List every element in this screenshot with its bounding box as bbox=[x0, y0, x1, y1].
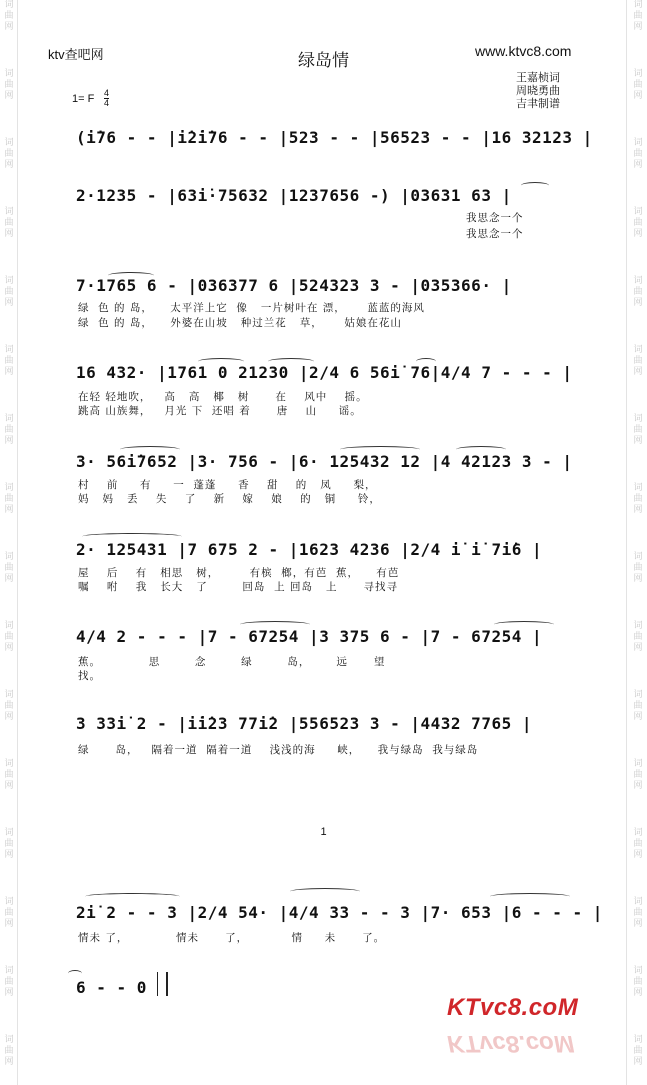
lyric-line-7a: 蕉。 思 念 绿 岛， 远 望 bbox=[78, 656, 386, 668]
watermark-text: 词 曲 网 bbox=[633, 414, 643, 446]
watermark-text: 词 曲 网 bbox=[633, 828, 643, 860]
watermark-text: 词 曲 网 bbox=[4, 897, 14, 929]
watermark-text: 词 曲 网 bbox=[4, 276, 14, 308]
slur bbox=[416, 358, 436, 365]
slur bbox=[82, 533, 182, 540]
time-signature: 4 4 bbox=[104, 88, 110, 108]
watermark-text: 词 曲 网 bbox=[633, 0, 643, 32]
lyricist: 王嘉桢词 bbox=[516, 71, 560, 84]
slur bbox=[120, 446, 180, 453]
lyric-line-2a: 我思念一个 bbox=[466, 212, 524, 224]
notation-line-6: 2· 125431 |7 675 2 - |1623 4236 |2/4 i̇ i̇ 7i̇6 | bbox=[76, 540, 543, 559]
slur bbox=[290, 888, 360, 895]
watermark-text: 词 曲 网 bbox=[4, 69, 14, 101]
site-url: www.ktvc8.com bbox=[475, 43, 572, 59]
watermark-text: 词 曲 网 bbox=[4, 138, 14, 170]
watermark-text: 词 曲 网 bbox=[4, 345, 14, 377]
watermark-text: 词 曲 网 bbox=[4, 414, 14, 446]
lyric-line-7b: 找。 bbox=[78, 670, 101, 682]
slur bbox=[521, 182, 549, 189]
notation-line-3: 7·1765 6 - |036377 6 |524323 3 - |035366· | bbox=[76, 276, 512, 295]
watermark-text: 词 曲 网 bbox=[4, 690, 14, 722]
lyric-line-9a: 情未 了， 情未 了， 情 未 了。 bbox=[78, 932, 386, 944]
watermark-text: 词 曲 网 bbox=[633, 138, 643, 170]
watermark-text: 词 曲 网 bbox=[4, 1035, 14, 1067]
notation-line-10: 6 - - 0 bbox=[76, 978, 147, 997]
watermark-text: 词 曲 网 bbox=[4, 966, 14, 998]
ktvc8-logo-reflection: KTvc8.coM bbox=[447, 1030, 574, 1057]
watermark-text: 词 曲 网 bbox=[633, 759, 643, 791]
page-number: 1 bbox=[320, 826, 327, 838]
border-line-right bbox=[626, 0, 627, 1085]
slur bbox=[68, 970, 82, 977]
border-line-left bbox=[17, 0, 18, 1085]
slur bbox=[198, 358, 244, 365]
watermark-text: 词 曲 网 bbox=[633, 276, 643, 308]
watermark-text: 词 曲 网 bbox=[4, 759, 14, 791]
slur bbox=[268, 358, 314, 365]
slur bbox=[494, 621, 554, 628]
watermark-text: 词 曲 网 bbox=[633, 1035, 643, 1067]
slur bbox=[490, 893, 570, 900]
slur bbox=[85, 893, 180, 900]
notation-line-5: 3· 56i̇7652 |3· 756 - |6· 125432 12 |4 42123 3 - | bbox=[76, 452, 573, 471]
slur bbox=[108, 272, 154, 279]
watermark-text: 词 曲 网 bbox=[633, 483, 643, 515]
lyric-line-5b: 妈 妈 丢 失 了 新 嫁 娘 的 铜 铃， bbox=[78, 493, 381, 505]
final-barline bbox=[157, 972, 168, 996]
lyric-line-8a: 绿 岛， 隔着一道 隔着一道 浅浅的海 峡， 我与绿岛 我与绿岛 bbox=[78, 744, 479, 756]
ktvc8-logo[interactable]: KTvc8.coM bbox=[447, 994, 579, 1021]
lyric-line-3a: 绿 色 的 岛， 太平洋上它 像 一片树叶在 漂， 蓝蓝的海风 bbox=[78, 302, 425, 314]
notation-line-1: (i̇76 - - |i̇2̇i̇76 - - |523 - - |56523 - - |16 32123 | bbox=[76, 128, 593, 147]
watermark-text: 词 曲 网 bbox=[4, 483, 14, 515]
lyric-line-2b: 我思念一个 bbox=[466, 228, 524, 240]
watermark-text: 词 曲 网 bbox=[633, 621, 643, 653]
lyric-line-5a: 村 前 有 一 蓬蓬 香 甜 的 凤 梨， bbox=[78, 479, 377, 491]
watermark-text: 词 曲 网 bbox=[633, 897, 643, 929]
song-title: 绿岛情 bbox=[298, 51, 349, 71]
lyric-line-3b: 绿 色 的 岛， 外婆在山坡 种过兰花 草， 姑娘在花山 bbox=[78, 317, 402, 329]
watermark-text: 词 曲 网 bbox=[633, 345, 643, 377]
slur bbox=[240, 621, 310, 628]
transcriber: 吉聿制谱 bbox=[516, 97, 560, 110]
notation-line-9: 2i̇ 2 - - 3 |2/4 54· |4/4 33 - - 3 |7· 653 |6 - - - | bbox=[76, 903, 603, 922]
key-signature: 1= F bbox=[72, 93, 95, 105]
lyric-line-6b: 嘱 咐 我 长大 了 回岛 上 回岛 上 寻找寻 bbox=[78, 581, 398, 593]
watermark-column-left bbox=[2, 0, 16, 1085]
watermark-text: 词 曲 网 bbox=[4, 552, 14, 584]
notation-line-7: 4/4 2 - - - |7 - 67254 |3 375 6 - |7 - 67254 | bbox=[76, 627, 543, 646]
notation-line-4: 16 432· |1761 0 21230 |2/4 6 56i̇ 76|4/4 7 - - - | bbox=[76, 363, 573, 382]
site-name: ktv查吧网 bbox=[48, 47, 104, 62]
lyric-line-6a: 屋 后 有 相思 树， 有槟 榔，有芭 蕉， 有芭 bbox=[78, 567, 400, 579]
notation-line-2: 2·1235 - |63i̇·75632 |1237656 -) |03631 63 | bbox=[76, 186, 512, 205]
watermark-text: 词 曲 网 bbox=[633, 966, 643, 998]
watermark-text: 词 曲 网 bbox=[4, 0, 14, 32]
slur bbox=[456, 446, 506, 453]
lyric-line-4a: 在轻 轻地吹， 高 高 椰 树 在 风中 摇。 bbox=[78, 391, 368, 403]
watermark-text: 词 曲 网 bbox=[4, 207, 14, 239]
composer: 周晓勇曲 bbox=[516, 84, 560, 97]
watermark-column-right bbox=[631, 0, 645, 1085]
lyric-line-4b: 跳高 山族舞， 月光 下 还唱 着 唐 山 谣。 bbox=[78, 405, 362, 417]
watermark-text: 词 曲 网 bbox=[4, 828, 14, 860]
credits bbox=[516, 71, 560, 110]
watermark-text: 词 曲 网 bbox=[633, 690, 643, 722]
notation-line-8: 3 33i̇ 2 - |i̇i̇23 77i̇2 |556523 3 - |4432 7765 | bbox=[76, 714, 532, 733]
watermark-text: 词 曲 网 bbox=[4, 621, 14, 653]
watermark-text: 词 曲 网 bbox=[633, 552, 643, 584]
slur bbox=[340, 446, 420, 453]
watermark-text: 词 曲 网 bbox=[633, 207, 643, 239]
watermark-text: 词 曲 网 bbox=[633, 69, 643, 101]
